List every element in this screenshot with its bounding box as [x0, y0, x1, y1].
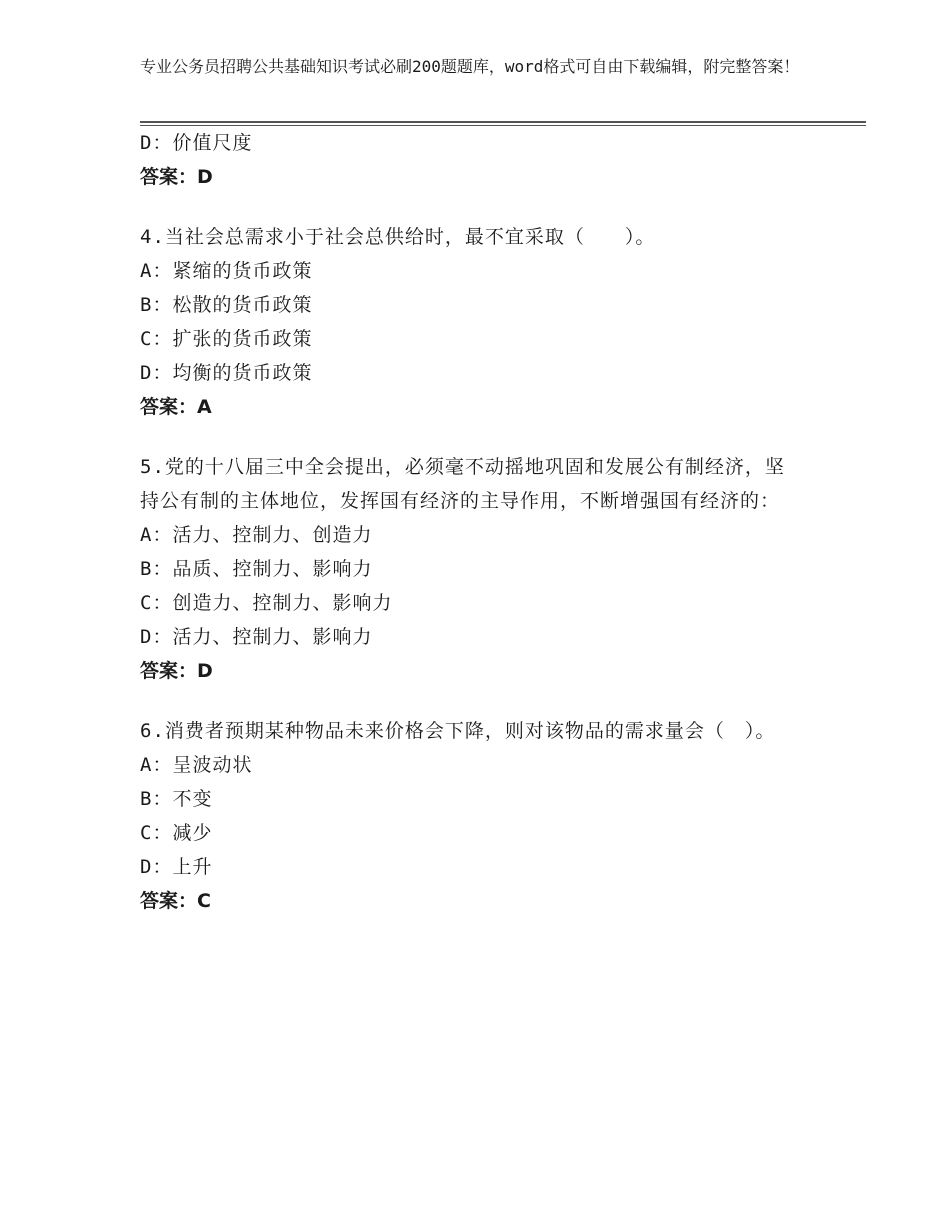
question-stem: 6.消费者预期某种物品未来价格会下降，则对该物品的需求量会（ ）。 — [140, 720, 776, 742]
option-d: D：上升 — [140, 856, 213, 878]
option-d: D：均衡的货币政策 — [140, 362, 313, 384]
answer-line: 答案：C — [140, 890, 211, 912]
option-d: D：活力、控制力、影响力 — [140, 626, 373, 648]
option-b: B：松散的货币政策 — [140, 294, 313, 316]
option-a: A：紧缩的货币政策 — [140, 260, 313, 282]
question-5 — [140, 450, 820, 688]
header-rule-thick — [140, 121, 866, 123]
option-c: C：减少 — [140, 822, 213, 844]
option-d: D：价值尺度 — [140, 132, 253, 154]
answer-line: 答案：D — [140, 660, 213, 682]
question-6 — [140, 714, 820, 918]
question-stem: 5.党的十八届三中全会提出，必须毫不动摇地巩固和发展公有制经济，坚持公有制的主体地位，发挥国有经济的主导作用，不断增强国有经济的： — [140, 456, 785, 512]
question-4 — [140, 220, 820, 424]
page-header: 专业公务员招聘公共基础知识考试必刷200题题库，word格式可自由下载编辑，附完整答案！ — [140, 57, 800, 76]
option-a: A：活力、控制力、创造力 — [140, 524, 373, 546]
option-c: C：创造力、控制力、影响力 — [140, 592, 393, 614]
option-c: C：扩张的货币政策 — [140, 328, 313, 350]
option-b: B：不变 — [140, 788, 213, 810]
answer-line: 答案：D — [140, 166, 213, 188]
answer-line: 答案：A — [140, 396, 212, 418]
option-a: A：呈波动状 — [140, 754, 253, 776]
carryover-question — [140, 126, 820, 194]
question-stem: 4.当社会总需求小于社会总供给时，最不宜采取（ ）。 — [140, 226, 656, 248]
question-content — [140, 126, 820, 918]
option-b: B：品质、控制力、影响力 — [140, 558, 373, 580]
